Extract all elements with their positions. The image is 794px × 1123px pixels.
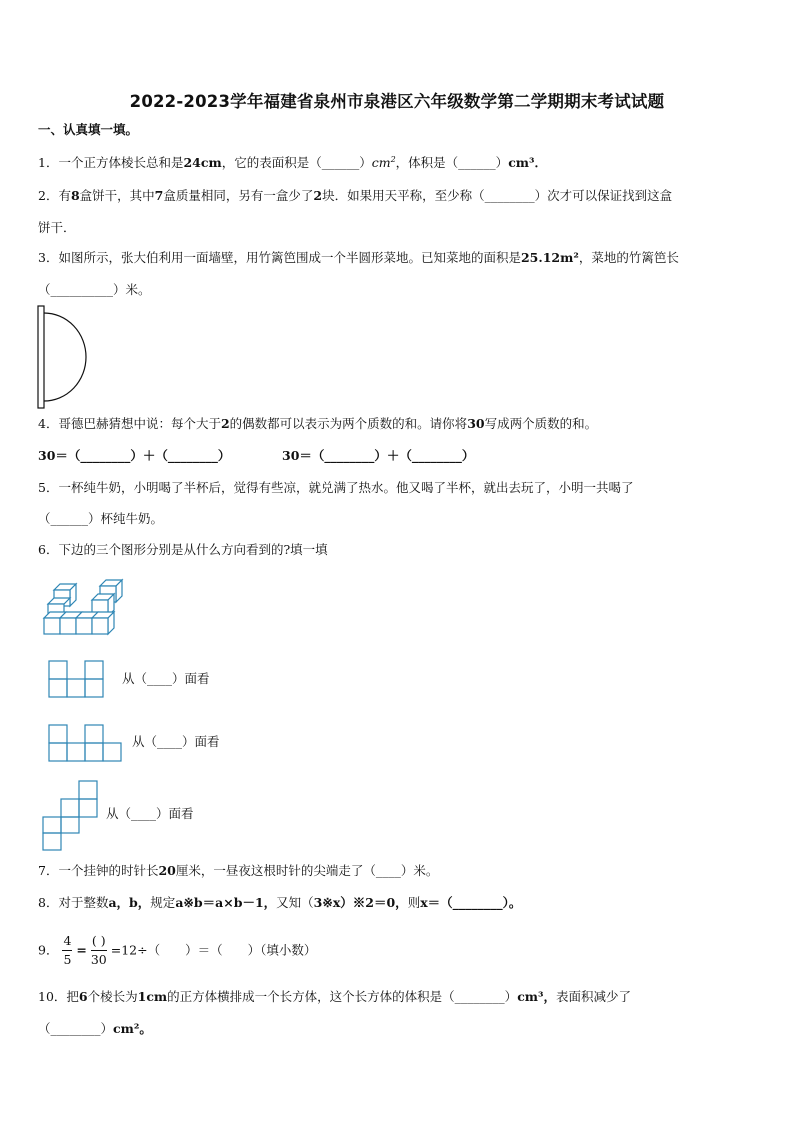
question-2-line2: 饼干． [38,220,76,235]
q9-fraction-1 [62,932,72,969]
q1-text-d: ，体积是（______） [395,155,509,171]
question-2 [38,188,672,204]
page-title: 2022-2023学年福建省泉州市泉港区六年级数学第二学期期末考试试题 [129,92,665,111]
q2-e: 盒质量相同，另有一盒少了 [163,188,314,203]
q2-b: 8 [70,188,80,203]
q7-b: 20 [158,863,176,878]
q7-c: 厘米，一昼夜这根时针的尖端走了（____）米。 [175,863,439,878]
q10-f: cm³， [517,989,556,1004]
q10-line2a: （________） [38,1021,114,1036]
q4-c: 写成两个质数的和。 [484,416,598,431]
q9-fraction-2 [91,932,107,969]
q3-c: ，菜地的竹篱笆长 [578,250,679,265]
q7-a: 7．一个挂钟的时针长 [38,863,159,878]
q10-e: 的正方体横排成一个长方体，这个长方体的体积是（________） [167,989,518,1004]
q2-c: 盒饼干，其中 [79,188,155,203]
wall-shape [38,306,44,408]
q8-e: 又知（ [276,895,314,910]
q1-text-c: ，它的表面积是（______） [221,155,372,171]
fence-arc [44,313,86,401]
q9-num-2: ( ) [91,932,107,951]
question-10 [38,989,631,1005]
q8-a: 8．对于整数 [38,895,109,910]
q10-b: 6 [78,989,88,1004]
question-4 [38,416,597,432]
q9-equals: = [76,942,87,958]
question-3 [38,250,679,266]
q8-d: a※b＝a×b－1， [175,895,277,910]
q10-a: 10．把 [38,989,79,1004]
view-3-label: 从（____）面看 [106,806,194,821]
question-7 [38,863,438,879]
q1-text-e: cm³． [508,155,547,171]
q4-n30: 30 [467,416,485,431]
question-3-line2: （__________）米。 [38,282,151,297]
q2-a: 2．有 [38,188,71,203]
q10-c: 个棱长为 [87,989,138,1004]
q10-line2b: cm²。 [113,1021,152,1036]
q1-value: 24cm [183,155,222,171]
q9-den-2: 30 [90,952,107,967]
q1-text-a: 1．一个正方体棱长总和是 [38,155,184,171]
question-9 [38,932,316,969]
q9-den-1: 5 [63,952,72,967]
q8-c: 规定 [150,895,176,910]
view-2-label: 从（____）面看 [132,734,220,749]
question-10-line2 [38,1021,152,1037]
q4-b: 的偶数都可以表示为两个质数的和。请你将 [229,416,468,431]
q9-rest: =12÷（ ）＝（ ）（填小数） [110,942,317,958]
semicircle-garden-figure [36,304,92,412]
q4-a: 4．哥德巴赫猜想中说：每个大于 [38,416,221,431]
q10-g: 表面积减少了 [556,989,632,1004]
question-6: 6．下边的三个图形分别是从什么方向看到的?填一填 [38,542,328,557]
view-3-grid [42,780,102,852]
q9-num-1: 4 [62,932,72,951]
question-8 [38,895,521,911]
q2-d: 7 [154,188,164,203]
q4-equation-1: 30＝（________）＋（________） [38,448,231,463]
q4-n2: 2 [220,416,230,431]
q1-unit: cm [371,155,391,171]
q8-b: a，b， [108,895,151,910]
section-heading: 一、认真填一填。 [38,122,139,137]
q2-g: 块．如果用天平称，至少称（________）次才可以保证找到这盒 [322,188,673,203]
q3-area: 25.12m² [520,250,579,265]
q3-a: 3．如图所示，张大伯利用一面墙壁，用竹篱笆围成一个半圆形菜地。已知菜地的面积是 [38,250,521,265]
view-1-label: 从（____）面看 [122,671,210,686]
q8-f: 3※x）※2＝0， [313,895,408,910]
q8-g: 则 [407,895,421,910]
q10-d: 1cm [137,989,168,1004]
q8-h: x＝（________）。 [420,895,522,910]
q1-exp: 2 [390,155,396,164]
view-2-grid [48,724,128,762]
question-1 [38,152,547,171]
cube-solid-figure [40,576,130,638]
question-5: 5．一杯纯牛奶，小明喝了半杯后，觉得有些凉，就兑满了热水。他又喝了半杯，就出去玩了，小明一共喝了 [38,480,634,495]
q2-f: 2 [313,188,323,203]
q4-equation-2: 30＝（________）＋（________） [282,448,475,463]
question-5-line2: （______）杯纯牛奶。 [38,511,164,526]
view-1-grid [48,660,108,698]
q9-label: 9． [38,942,59,958]
